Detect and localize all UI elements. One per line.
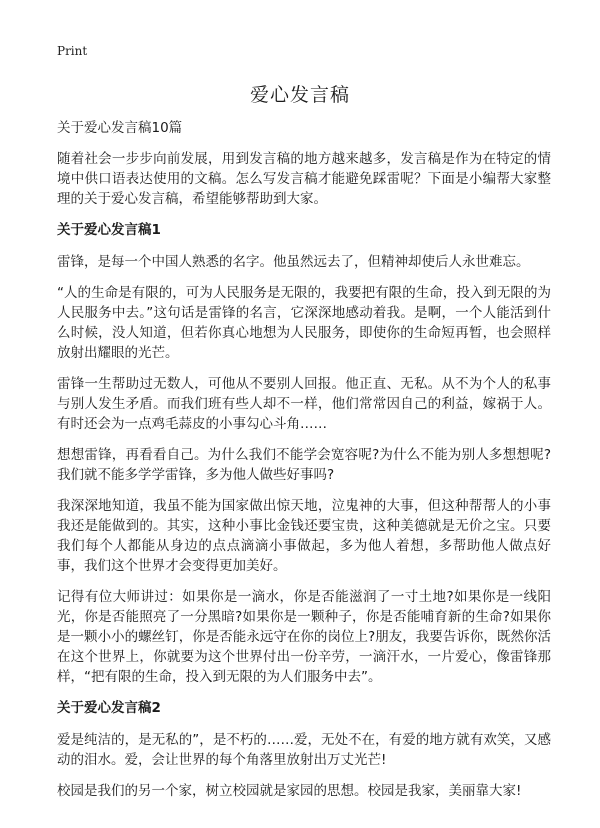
paragraph: 校园是我们的另一个家，树立校园就是家园的思想。校园是我家，美丽靠大家! (57, 783, 522, 799)
section-heading: 关于爱心发言稿2 (57, 700, 161, 716)
section-heading: 关于爱心发言稿1 (57, 222, 161, 238)
paragraph: 记得有位大师讲过：如果你是一滴水，你是否能滋润了一寸土地?如果你是一线阳光，你是否能照亮了一分黑暗?如果你是一颗种子，你是否能哺育新的生命?如果你是一颗小小的螺丝钉，你是否能永远守在你的岗位上?朋友，我要告诉你，既然你活在这个世界上，你就要为这个世界付出一份辛劳，一滴汗水，一片爱心，像雷锋那样，“把有限的生命，投入到无限的为人们服务中去”。 (57, 589, 551, 685)
document-subtitle: 关于爱心发言稿10篇 (57, 120, 183, 136)
page-title: 爱心发言稿 (249, 84, 350, 106)
paragraph: 雷锋一生帮助过无数人，可他从不要别人回报。他正直、无私。从不为个人的私事与别人发生矛盾。而我们班有些人却不一样，他们常常因自己的利益，嫁祸于人。有时还会为一点鸡毛蒜皮的小事勾心斗角…… (57, 376, 551, 432)
document-body (57, 118, 551, 812)
paragraph: 爱是纯洁的，是无私的”，是不朽的……爱，无处不在，有爱的地方就有欢笑，又感动的泪水。爱，会让世界的每个角落里放射出万丈光芒! (57, 732, 551, 768)
paragraph: 我深深地知道，我虽不能为国家做出惊天地，泣鬼神的大事，但这种帮帮人的小事我还是能做到的。其实，这种小事比金钱还要宝贵，这种美德就是无价之宝。只要我们每个人都能从身边的点点滴滴小事做起，多为他人着想，多帮助他人做点好事，我们这个世界才会变得更加美好。 (57, 498, 551, 574)
paragraph: “人的生命是有限的，可为人民服务是无限的，我要把有限的生命，投入到无限的为人民服务中去。”这句话是雷锋的名言，它深深地感动着我。是啊，一个人能活到什么时候，没人知道，但若你真心地想为人民服务，即使你的生命短再暂，也会照样放射出耀眼的光芒。 (57, 285, 551, 361)
paragraph: 雷锋，是每一个中国人熟悉的名字。他虽然远去了，但精神却使后人永世难忘。 (57, 254, 530, 270)
paragraph: 想想雷锋，再看看自己。为什么我们不能学会宽容呢?为什么不能为别人多想想呢?我们就不能多学学雷锋，多为他人做些好事吗? (57, 447, 551, 483)
intro-paragraph: 随着社会一步步向前发展，用到发言稿的地方越来越多，发言稿是作为在特定的情境中供口语表达使用的文稿。怎么写发言稿才能避免踩雷呢？下面是小编帮大家整理的关于爱心发言稿，希望能够帮助到大家。 (57, 151, 551, 207)
print-link[interactable]: Print (57, 44, 88, 58)
